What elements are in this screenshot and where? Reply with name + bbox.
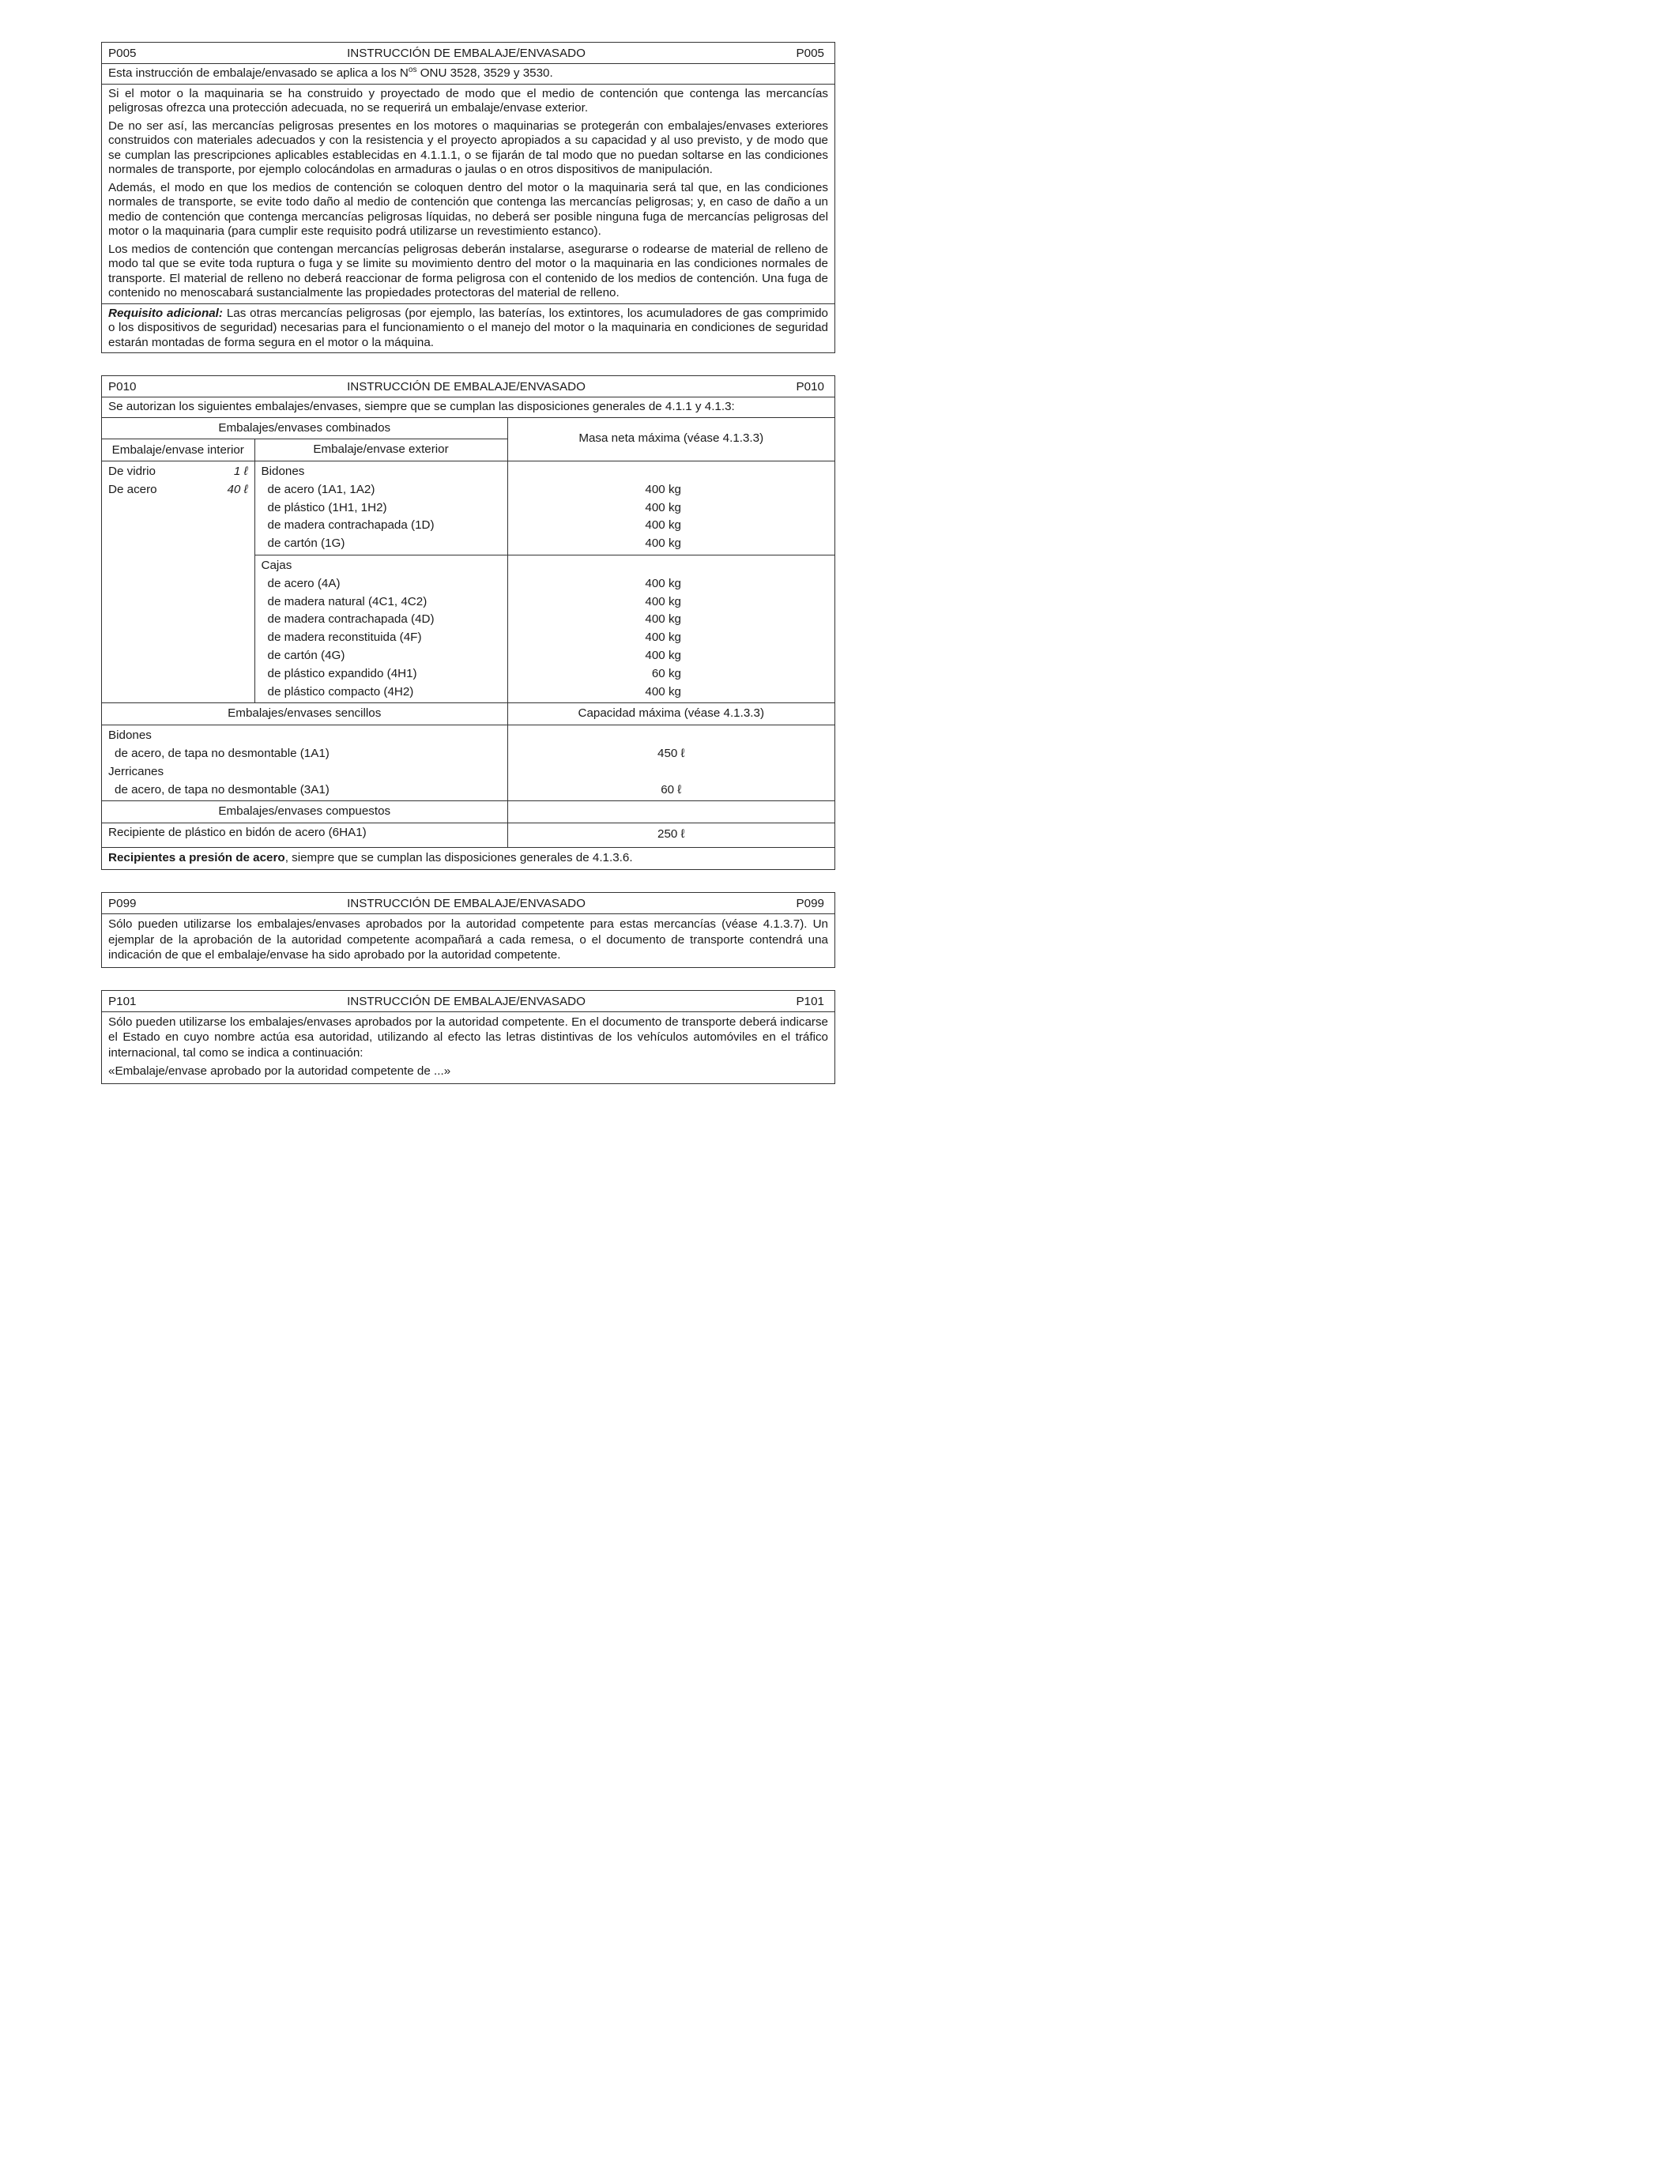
drums-mass-cell <box>507 461 834 555</box>
p010-section <box>101 375 835 870</box>
box-item: de madera reconstituida (4F) <box>267 631 422 645</box>
mass-header: Masa neta máxima (véase 4.1.3.3) <box>507 418 834 461</box>
p005-scope-pre: Esta instrucción de embalaje/envasado se aplica a los N <box>108 66 409 80</box>
box-mass: 400 kg <box>645 649 681 663</box>
p005-section <box>101 42 835 353</box>
pressure-text: , siempre que se cumplan las disposiciones generales de 4.1.3.6. <box>284 851 633 865</box>
inner-item-qty: 1 ℓ <box>233 465 248 479</box>
p005-paragraph-1: Si el motor o la maquinaria se ha construido y proyectado de modo que el medio de contención que contenga las mercancías peligrosas ofrezca una protección adecuada, no se requerirá un embalaje/envase exterior. <box>108 86 828 115</box>
box-mass: 400 kg <box>645 576 681 590</box>
p010-code-right: P010 <box>796 380 824 393</box>
pressure-bold: Recipientes a presión de acero <box>108 851 285 865</box>
single-drums-capacity <box>514 745 829 763</box>
p005-code-left: P005 <box>108 47 137 60</box>
p005-scope-post: ONU 3528, 3529 y 3530. <box>416 66 553 80</box>
single-drums-label: Bidones <box>108 729 152 743</box>
p101-code-right: P101 <box>796 994 824 1008</box>
drum-item: de cartón (1G) <box>267 537 345 551</box>
boxes-cell <box>254 555 507 703</box>
p101-quote: «Embalaje/envase aprobado por la autoridad competente de ...» <box>108 1064 451 1079</box>
p005-scope-sup: os <box>408 65 417 74</box>
box-item: de madera contrachapada (4D) <box>267 612 435 627</box>
p005-title: INSTRUCCIÓN DE EMBALAJE/ENVASADO <box>347 47 586 60</box>
box-item: de acero (4A) <box>267 576 341 590</box>
inner-item-name: De vidrio <box>108 465 156 479</box>
p005-additional-requirement <box>102 303 834 353</box>
p005-scope <box>102 64 834 84</box>
document-page <box>101 42 835 1106</box>
p005-code-right: P005 <box>796 47 824 60</box>
composite-header: Embalajes/envases compuestos <box>102 801 507 823</box>
jerricans-capacity <box>514 781 829 800</box>
p010-code-left: P010 <box>108 380 137 393</box>
p010-intro: Se autorizan los siguientes embalajes/envases, siempre que se cumplan las disposiciones generales de 4.1.1 y 4.1.3: <box>102 397 834 418</box>
box-item: de plástico expandido (4H1) <box>267 666 417 680</box>
p101-body <box>102 1012 834 1083</box>
box-item: de plástico compacto (4H2) <box>267 684 414 699</box>
p099-title: INSTRUCCIÓN DE EMBALAJE/ENVASADO <box>347 897 586 911</box>
single-capacity-cell <box>507 725 834 801</box>
p005-req-text: Las otras mercancías peligrosas (por ejemplo, las baterías, los extintores, los acumuladores de gas comprimido o los dispositivos de seguridad) necesarias para el funcionamiento o el manejo del motor o la maquinaria en condiciones de seguridad estarán montadas de forma segura en el motor o la máquina. <box>108 306 828 349</box>
inner-item <box>108 481 248 499</box>
p010-table <box>102 418 834 870</box>
p101-header <box>102 991 834 1012</box>
composite-capacity: 250 ℓ <box>507 823 834 848</box>
single-drums-item: de acero, de tapa no desmontable (1A1) <box>115 747 330 761</box>
inner-item-name: De acero <box>108 482 157 496</box>
inner-packagings <box>102 461 254 703</box>
p101-text: Sólo pueden utilizarse los embalajes/envases aprobados por la autoridad competente. En el documento de transporte deberá indicarse el Estado en cuyo nombre actúa esa autoridad, utilizando al efecto las letras distintivas de los vehículos automóviles en el tráfico internacional, tal como se indica a continuación: <box>108 1015 828 1060</box>
box-mass: 400 kg <box>645 594 681 608</box>
p005-paragraph-3: Además, el modo en que los medios de contención se coloquen dentro del motor o la maquinaria será tal que, en las condiciones normales de transporte, se evite todo daño al medio de contención que contenga las mercancías peligrosas; y, en caso de daño a un medio de contención que contenga mercancías peligrosas líquidas, no deberá ser posible ninguna fuga de mercancías peligrosas del motor o la maquinaria (para cumplir este requisito podrá utilizarse un revestimiento estanco). <box>108 180 828 238</box>
p101-code-left: P101 <box>108 994 137 1008</box>
p010-title: INSTRUCCIÓN DE EMBALAJE/ENVASADO <box>347 380 586 393</box>
combined-header: Embalajes/envases combinados <box>102 418 507 439</box>
pressure-receptacles <box>102 848 834 869</box>
boxes-label: Cajas <box>261 559 292 573</box>
box-mass: 400 kg <box>645 612 681 627</box>
drum-mass: 400 kg <box>645 500 681 514</box>
inner-item-qty: 40 ℓ <box>227 482 248 496</box>
box-item: de cartón (4G) <box>267 649 345 663</box>
composite-header-blank <box>507 801 834 823</box>
p005-req-label: Requisito adicional: <box>108 306 223 320</box>
p010-header <box>102 376 834 397</box>
p099-code-right: P099 <box>796 897 824 911</box>
single-header: Embalajes/envases sencillos <box>102 703 507 725</box>
drum-mass: 400 kg <box>645 537 681 551</box>
p005-header <box>102 43 834 64</box>
inner-item <box>108 463 248 481</box>
p099-section <box>101 892 835 968</box>
capacity-header: Capacidad máxima (véase 4.1.3.3) <box>507 703 834 725</box>
jerricans-label: Jerricanes <box>108 764 164 778</box>
p099-code-left: P099 <box>108 897 137 911</box>
outer-header: Embalaje/envase exterior <box>254 439 507 461</box>
jerricans-item: de acero, de tapa no desmontable (3A1) <box>115 782 330 796</box>
composite-item: Recipiente de plástico en bidón de acero (6HA1) <box>102 823 507 848</box>
box-mass: 400 kg <box>645 684 681 699</box>
box-mass: 60 kg <box>651 666 681 680</box>
p005-paragraph-2: De no ser así, las mercancías peligrosas presentes en los motores o maquinarias se protegerán con embalajes/envases exteriores construidos con materiales adecuados y con la resistencia y el proyecto apropiados a su capacidad y al uso previsto, y de modo que se cumplan las prescripciones aplicables establecidas en 4.1.1.1, o se fijarán de tal modo que no puedan soltarse en las condiciones normales de transporte, por ejemplo colocándolas en armaduras o jaulas o en otros dispositivos de manipulación. <box>108 119 828 176</box>
capacity-value: 60 ℓ <box>661 782 682 796</box>
p101-section <box>101 990 835 1084</box>
drum-mass: 400 kg <box>645 482 681 496</box>
single-packagings-cell <box>102 725 507 801</box>
capacity-value: 450 ℓ <box>657 747 685 761</box>
boxes-mass-cell <box>507 555 834 703</box>
drum-item: de acero (1A1, 1A2) <box>267 482 375 496</box>
inner-header: Embalaje/envase interior <box>102 439 254 461</box>
drum-mass: 400 kg <box>645 518 681 533</box>
p101-title: INSTRUCCIÓN DE EMBALAJE/ENVASADO <box>347 994 586 1008</box>
p099-header <box>102 893 834 914</box>
drums-cell <box>254 461 507 555</box>
p005-paragraph-4: Los medios de contención que contengan mercancías peligrosas deberán instalarse, asegurarse o rodearse de material de relleno de modo tal que se evite toda ruptura o fuga y se limite su movimiento dentro del motor o la maquinaria en las condiciones normales de transporte. El material de relleno no deberá reaccionar de forma peligrosa con el contenido de los medios de contención. Una fuga de contenido no menoscabará sustancialmente las propiedades protectoras del material de relleno. <box>108 242 828 299</box>
drums-label: Bidones <box>261 465 305 479</box>
box-mass: 400 kg <box>645 631 681 645</box>
p005-body <box>102 84 834 303</box>
drum-item: de madera contrachapada (1D) <box>267 518 435 533</box>
p099-text: Sólo pueden utilizarse los embalajes/envases aprobados por la autoridad competente para estas mercancías (véase 4.1.3.7). Un ejemplar de la aprobación de la autoridad competente acompañará a cada remesa, o el documento de transporte contendrá una indicación de que el embalaje/envase ha sido aprobado por la autoridad competente. <box>108 917 828 962</box>
box-item: de madera natural (4C1, 4C2) <box>267 594 428 608</box>
drum-item: de plástico (1H1, 1H2) <box>267 500 387 514</box>
